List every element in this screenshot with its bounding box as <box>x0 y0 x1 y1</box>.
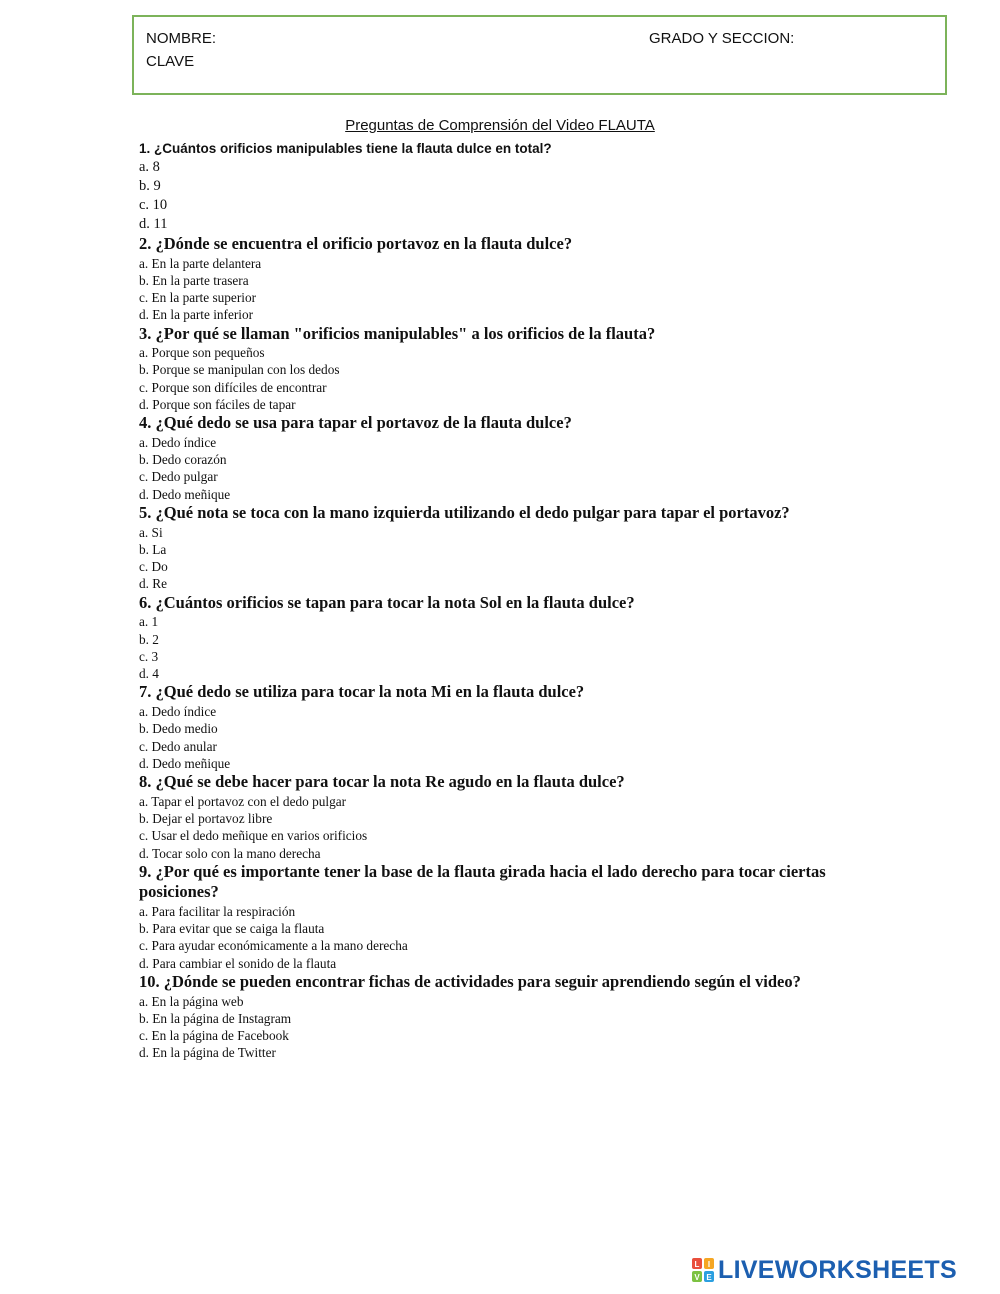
answer-option[interactable]: d. Porque son fáciles de tapar <box>139 397 296 413</box>
question-text: 8. ¿Qué se debe hacer para tocar la nota Re agudo en la flauta dulce? <box>139 772 625 792</box>
answer-option[interactable]: b. 9 <box>139 178 161 194</box>
svg-text:L: L <box>694 1260 700 1269</box>
question-text: 3. ¿Por qué se llaman "orificios manipulables" a los orificios de la flauta? <box>139 323 656 343</box>
question-text: 4. ¿Qué dedo se usa para tapar el portavoz de la flauta dulce? <box>139 413 572 433</box>
answer-option[interactable]: d. Para cambiar el sonido de la flauta <box>139 955 337 971</box>
svg-text:I: I <box>707 1260 711 1269</box>
nombre-label: NOMBRE: <box>146 30 217 47</box>
answer-option[interactable]: b. 2 <box>139 631 159 647</box>
answer-option[interactable]: c. Para ayudar económicamente a la mano derecha <box>139 938 408 954</box>
question-text: 7. ¿Qué dedo se utiliza para tocar la nota Mi en la flauta dulce? <box>139 682 585 702</box>
worksheet-title: Preguntas de Comprensión del Video FLAUTA <box>345 117 655 134</box>
answer-option[interactable]: b. Porque se manipulan con los dedos <box>139 362 340 378</box>
answer-option[interactable]: b. Dejar el portavoz libre <box>139 810 273 826</box>
answer-option[interactable]: d. Dedo meñique <box>139 486 231 502</box>
answer-option[interactable]: a. 8 <box>139 159 160 175</box>
answer-option[interactable]: d. En la parte inferior <box>139 307 254 323</box>
answer-option[interactable]: b. Dedo corazón <box>139 452 227 468</box>
answer-option[interactable]: a. En la parte delantera <box>139 255 262 271</box>
answer-option[interactable]: c. Usar el dedo meñique en varios orificios <box>139 828 368 844</box>
answer-option[interactable]: a. Dedo índice <box>139 703 217 719</box>
answer-option[interactable]: d. 4 <box>139 666 159 682</box>
liveworksheets-mark-icon <box>692 1258 714 1282</box>
answer-option[interactable]: a. Para facilitar la respiración <box>139 903 296 919</box>
answer-option[interactable]: d. 11 <box>139 216 168 232</box>
question-1 <box>139 139 869 234</box>
answer-option[interactable]: d. Re <box>139 576 168 592</box>
answer-option[interactable]: a. Dedo índice <box>139 434 217 450</box>
answer-option[interactable]: b. En la página de Instagram <box>139 1010 292 1026</box>
answer-option[interactable]: b. Dedo medio <box>139 721 218 737</box>
question-text: 5. ¿Qué nota se toca con la mano izquierda utilizando el dedo pulgar para tapar el portavoz? <box>139 503 790 523</box>
question-8 <box>139 772 869 862</box>
clave-label: CLAVE <box>146 53 195 70</box>
question-text: 2. ¿Dónde se encuentra el orificio portavoz en la flauta dulce? <box>139 234 573 253</box>
answer-option[interactable]: a. Si <box>139 524 163 540</box>
answer-option[interactable]: c. En la parte superior <box>139 290 257 306</box>
questions-list <box>139 139 869 1062</box>
answer-option[interactable]: d. En la página de Twitter <box>139 1045 276 1061</box>
answer-option[interactable]: d. Tocar solo con la mano derecha <box>139 845 321 861</box>
question-text: 9. ¿Por qué es importante tener la base de la flauta girada hacia el lado derecho para tocar ciertas posiciones? <box>139 861 826 902</box>
answer-option[interactable]: a. Porque son pequeños <box>139 345 265 361</box>
question-7 <box>139 682 869 772</box>
answer-option[interactable]: a. En la página web <box>139 993 244 1009</box>
question-text: 6. ¿Cuántos orificios se tapan para tocar la nota Sol en la flauta dulce? <box>139 592 635 612</box>
answer-option[interactable]: c. Dedo pulgar <box>139 469 218 485</box>
question-text: 10. ¿Dónde se pueden encontrar fichas de actividades para seguir aprendiendo según el video? <box>139 972 801 991</box>
answer-option[interactable]: a. Tapar el portavoz con el dedo pulgar <box>139 793 347 809</box>
answer-option[interactable]: d. Dedo meñique <box>139 755 231 771</box>
answer-option[interactable]: a. 1 <box>139 614 159 630</box>
answer-option[interactable]: c. 10 <box>139 197 168 213</box>
answer-option[interactable]: b. En la parte trasera <box>139 272 249 288</box>
svg-text:V: V <box>694 1273 700 1282</box>
question-text: 1. ¿Cuántos orificios manipulables tiene la flauta dulce en total? <box>139 141 552 156</box>
answer-option[interactable]: c. En la página de Facebook <box>139 1028 289 1044</box>
answer-option[interactable]: c. Do <box>139 559 168 575</box>
liveworksheets-logo <box>692 1256 957 1284</box>
answer-option[interactable]: c. Dedo anular <box>139 738 217 754</box>
student-info-box <box>132 15 947 95</box>
question-2 <box>139 234 869 324</box>
question-6 <box>139 593 869 683</box>
answer-option[interactable]: c. Porque son difíciles de encontrar <box>139 379 327 395</box>
liveworksheets-wordmark: LIVEWORKSHEETS <box>718 1255 957 1284</box>
answer-option[interactable]: b. La <box>139 541 167 557</box>
question-4 <box>139 413 869 503</box>
question-3 <box>139 324 869 414</box>
answer-option[interactable]: c. 3 <box>139 648 159 664</box>
question-5 <box>139 503 869 593</box>
question-10 <box>139 972 869 1062</box>
svg-text:E: E <box>706 1273 712 1282</box>
answer-option[interactable]: b. Para evitar que se caiga la flauta <box>139 921 325 937</box>
question-9 <box>139 862 869 972</box>
grado-seccion-label: GRADO Y SECCION: <box>649 30 795 47</box>
